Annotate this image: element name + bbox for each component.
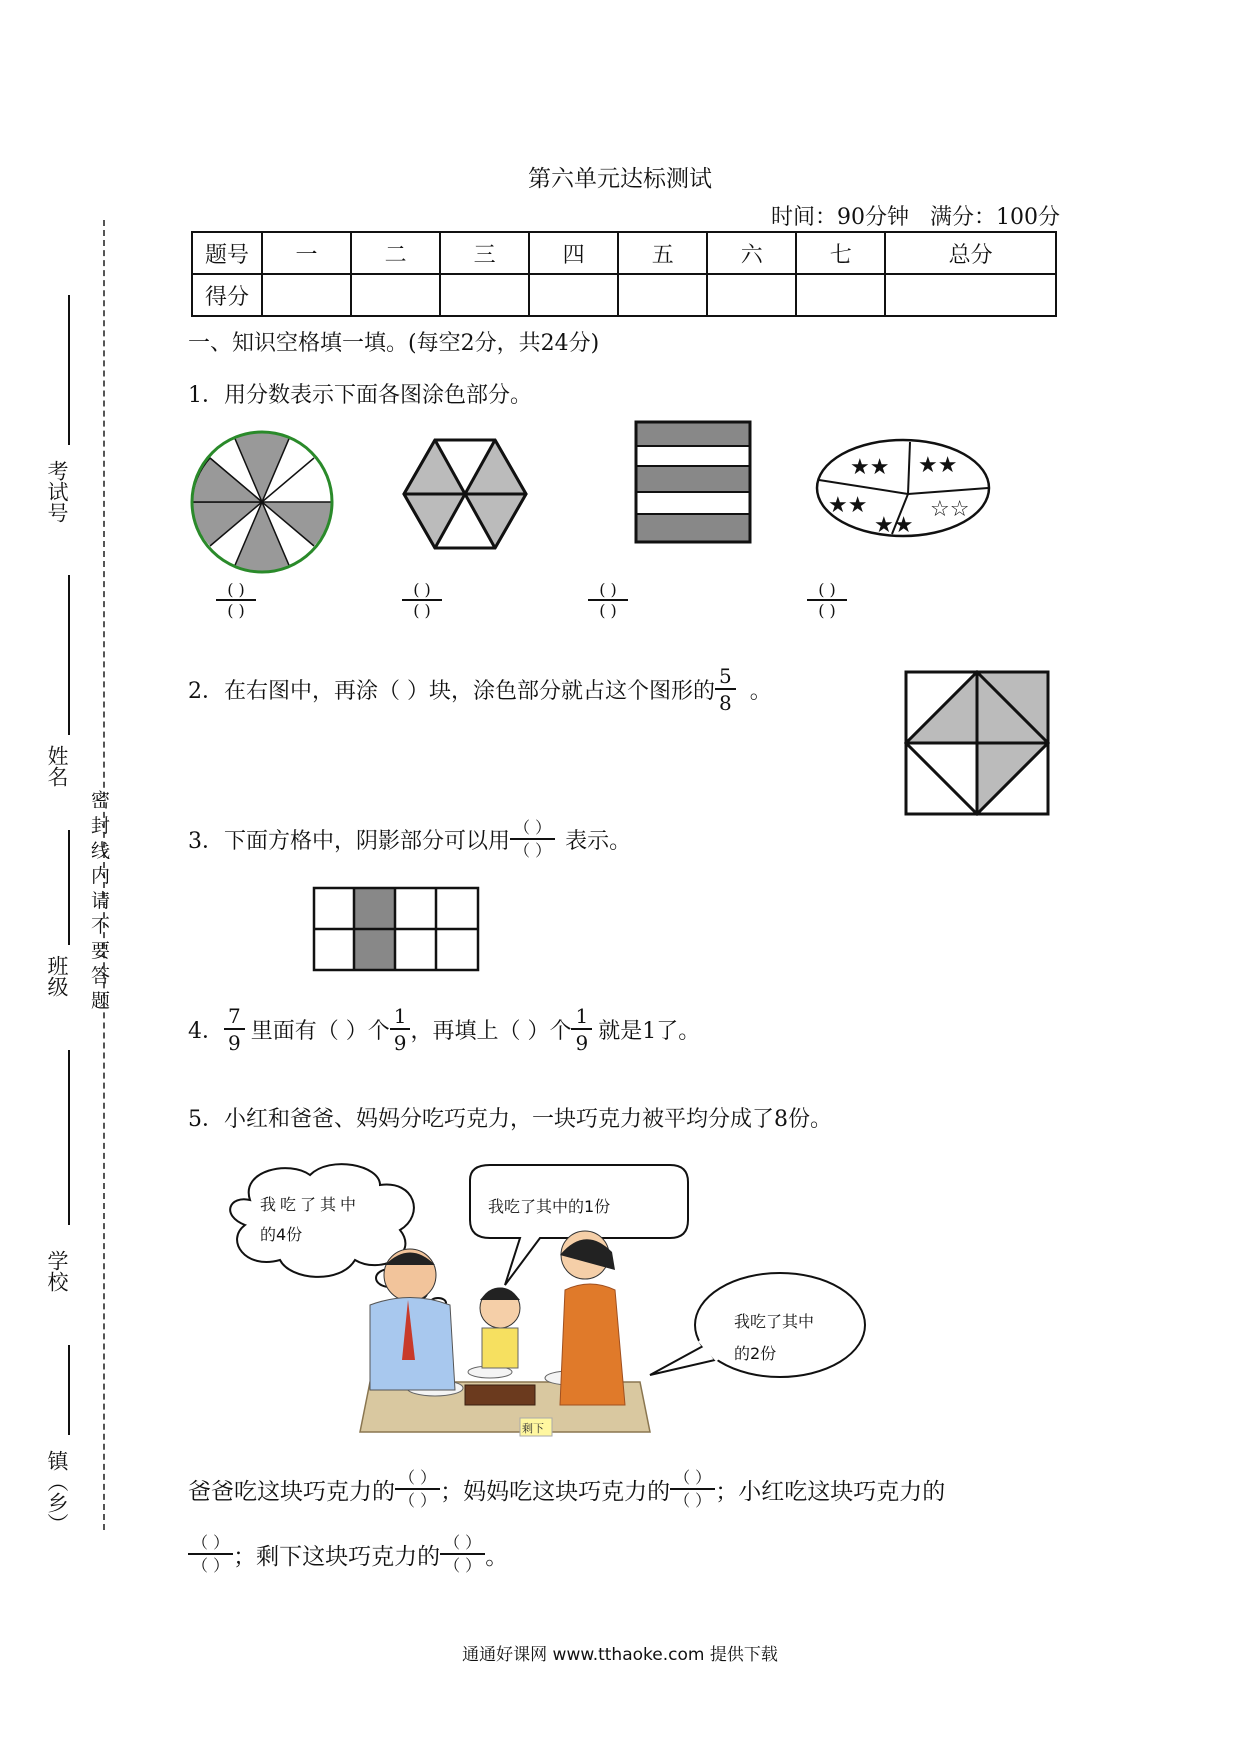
town-label: 镇（乡） bbox=[45, 1450, 69, 1534]
table-cell: 五 bbox=[618, 232, 707, 274]
table-cell: 三 bbox=[440, 232, 529, 274]
score-table-row bbox=[192, 274, 1056, 316]
question-1: 1．用分数表示下面各图涂色部分。 bbox=[188, 383, 532, 408]
svg-text:★★: ★★ bbox=[828, 493, 868, 518]
fraction: $\frac{1}{9}$ bbox=[571, 1006, 592, 1053]
answer-fraction[interactable]: $\frac{( )}{( )}$ bbox=[670, 1470, 715, 1509]
svg-text:★★: ★★ bbox=[918, 453, 958, 478]
table-cell: 一 bbox=[262, 232, 351, 274]
table-cell: 总分 bbox=[885, 232, 1056, 274]
svg-text:★★: ★★ bbox=[850, 455, 890, 480]
score-cell[interactable] bbox=[618, 274, 707, 316]
table-cell: 七 bbox=[796, 232, 885, 274]
name-line-3 bbox=[68, 830, 70, 945]
figure-diamond-square bbox=[904, 670, 1050, 816]
sign-text: 剩下 bbox=[522, 1422, 544, 1435]
question-4: 4． $\frac{7}{9}$ 里面有（ ）个 $\frac{1}{9}$ ，再填上（ ）个 $\frac{1}{9}$ 就是1了。 bbox=[188, 1004, 701, 1055]
name-label: 姓名 bbox=[45, 745, 69, 787]
answer-fraction[interactable]: ( ) ( ) bbox=[402, 580, 442, 620]
footer-credit: 通通好课网 www.tthaoke.com 提供下载 bbox=[462, 1645, 778, 1665]
seal-note: 密 封 线 内 请 不 要 答 题 bbox=[88, 790, 110, 1010]
score-cell[interactable] bbox=[351, 274, 440, 316]
score-cell[interactable] bbox=[707, 274, 796, 316]
fraction: $\frac{7}{9}$ bbox=[224, 1006, 245, 1053]
svg-text:★★: ★★ bbox=[874, 513, 914, 538]
table-cell: 六 bbox=[707, 232, 796, 274]
full-score: 满分：100分 bbox=[930, 205, 1060, 230]
mom-bubble-text: 我吃了其中 的2份 bbox=[734, 1312, 815, 1363]
table-cell: 得分 bbox=[192, 274, 262, 316]
girl-bubble-text: 我吃了其中的1份 bbox=[488, 1197, 611, 1216]
table-cell: 四 bbox=[529, 232, 618, 274]
name-line-1 bbox=[68, 295, 70, 445]
svg-text:☆☆: ☆☆ bbox=[930, 497, 970, 522]
score-cell[interactable] bbox=[262, 274, 351, 316]
score-cell[interactable] bbox=[885, 274, 1056, 316]
exam-meta bbox=[771, 200, 1060, 231]
score-cell[interactable] bbox=[796, 274, 885, 316]
table-cell: 题号 bbox=[192, 232, 262, 274]
answer-fraction[interactable]: ( ) ( ) bbox=[588, 580, 628, 620]
answer-fraction[interactable]: $\frac{( )}{( )}$ bbox=[510, 820, 555, 859]
score-cell[interactable] bbox=[440, 274, 529, 316]
answer-fraction[interactable]: $\frac{( )}{( )}$ bbox=[440, 1535, 485, 1574]
figure-stripes bbox=[634, 420, 752, 544]
school-label: 学校 bbox=[45, 1250, 69, 1292]
name-line-2 bbox=[68, 575, 70, 735]
exam-number-label: 考试号 bbox=[45, 460, 69, 523]
score-table-header bbox=[192, 232, 1056, 274]
answer-fraction[interactable]: $\frac{( )}{( )}$ bbox=[188, 1535, 233, 1574]
name-line-5 bbox=[68, 1345, 70, 1435]
fraction: $\frac{1}{9}$ bbox=[390, 1006, 411, 1053]
figure-hexagon bbox=[400, 436, 530, 554]
answer-fraction[interactable]: $\frac{( )}{( )}$ bbox=[395, 1470, 440, 1509]
question-5: 5．小红和爸爸、妈妈分吃巧克力，一块巧克力被平均分成了8份。 bbox=[188, 1107, 832, 1132]
table-cell: 二 bbox=[351, 232, 440, 274]
answer-fraction[interactable]: ( ) ( ) bbox=[216, 580, 256, 620]
page-title: 第六单元达标测试 bbox=[528, 166, 712, 192]
figure-star-oval bbox=[814, 436, 992, 540]
question-5-answers-line1: 爸爸吃这块巧克力的 $\frac{( )}{( )}$ ；妈妈吃这块巧克力的 $\frac{( )}{( )}$ ；小红吃这块巧克力的 bbox=[188, 1468, 946, 1510]
dad-bubble-text: 我吃了其中 的4份 bbox=[260, 1195, 361, 1244]
fraction: $\frac{5}{8}$ bbox=[715, 666, 736, 713]
figure-grid bbox=[312, 886, 480, 972]
answer-fraction[interactable]: ( ) ( ) bbox=[807, 580, 847, 620]
section-heading: 一、知识空格填一填。(每空2分，共24分) bbox=[188, 331, 600, 356]
time-limit: 时间：90分钟 bbox=[771, 205, 910, 230]
question-3: 3．下面方格中，阴影部分可以用 $\frac{( )}{( )}$ 表示。 bbox=[188, 818, 632, 860]
question-2: 2．在右图中，再涂（ ）块，涂色部分就占这个图形的 $\frac{5}{8}$ 。 bbox=[188, 664, 772, 715]
class-label: 班级 bbox=[45, 955, 69, 997]
figure-circle bbox=[188, 428, 336, 576]
score-table bbox=[191, 231, 1057, 317]
score-cell[interactable] bbox=[529, 274, 618, 316]
question-5-answers-line2: $\frac{( )}{( )}$ ；剩下这块巧克力的 $\frac{( )}{( )}$ 。 bbox=[188, 1535, 508, 1574]
name-line-4 bbox=[68, 1050, 70, 1225]
